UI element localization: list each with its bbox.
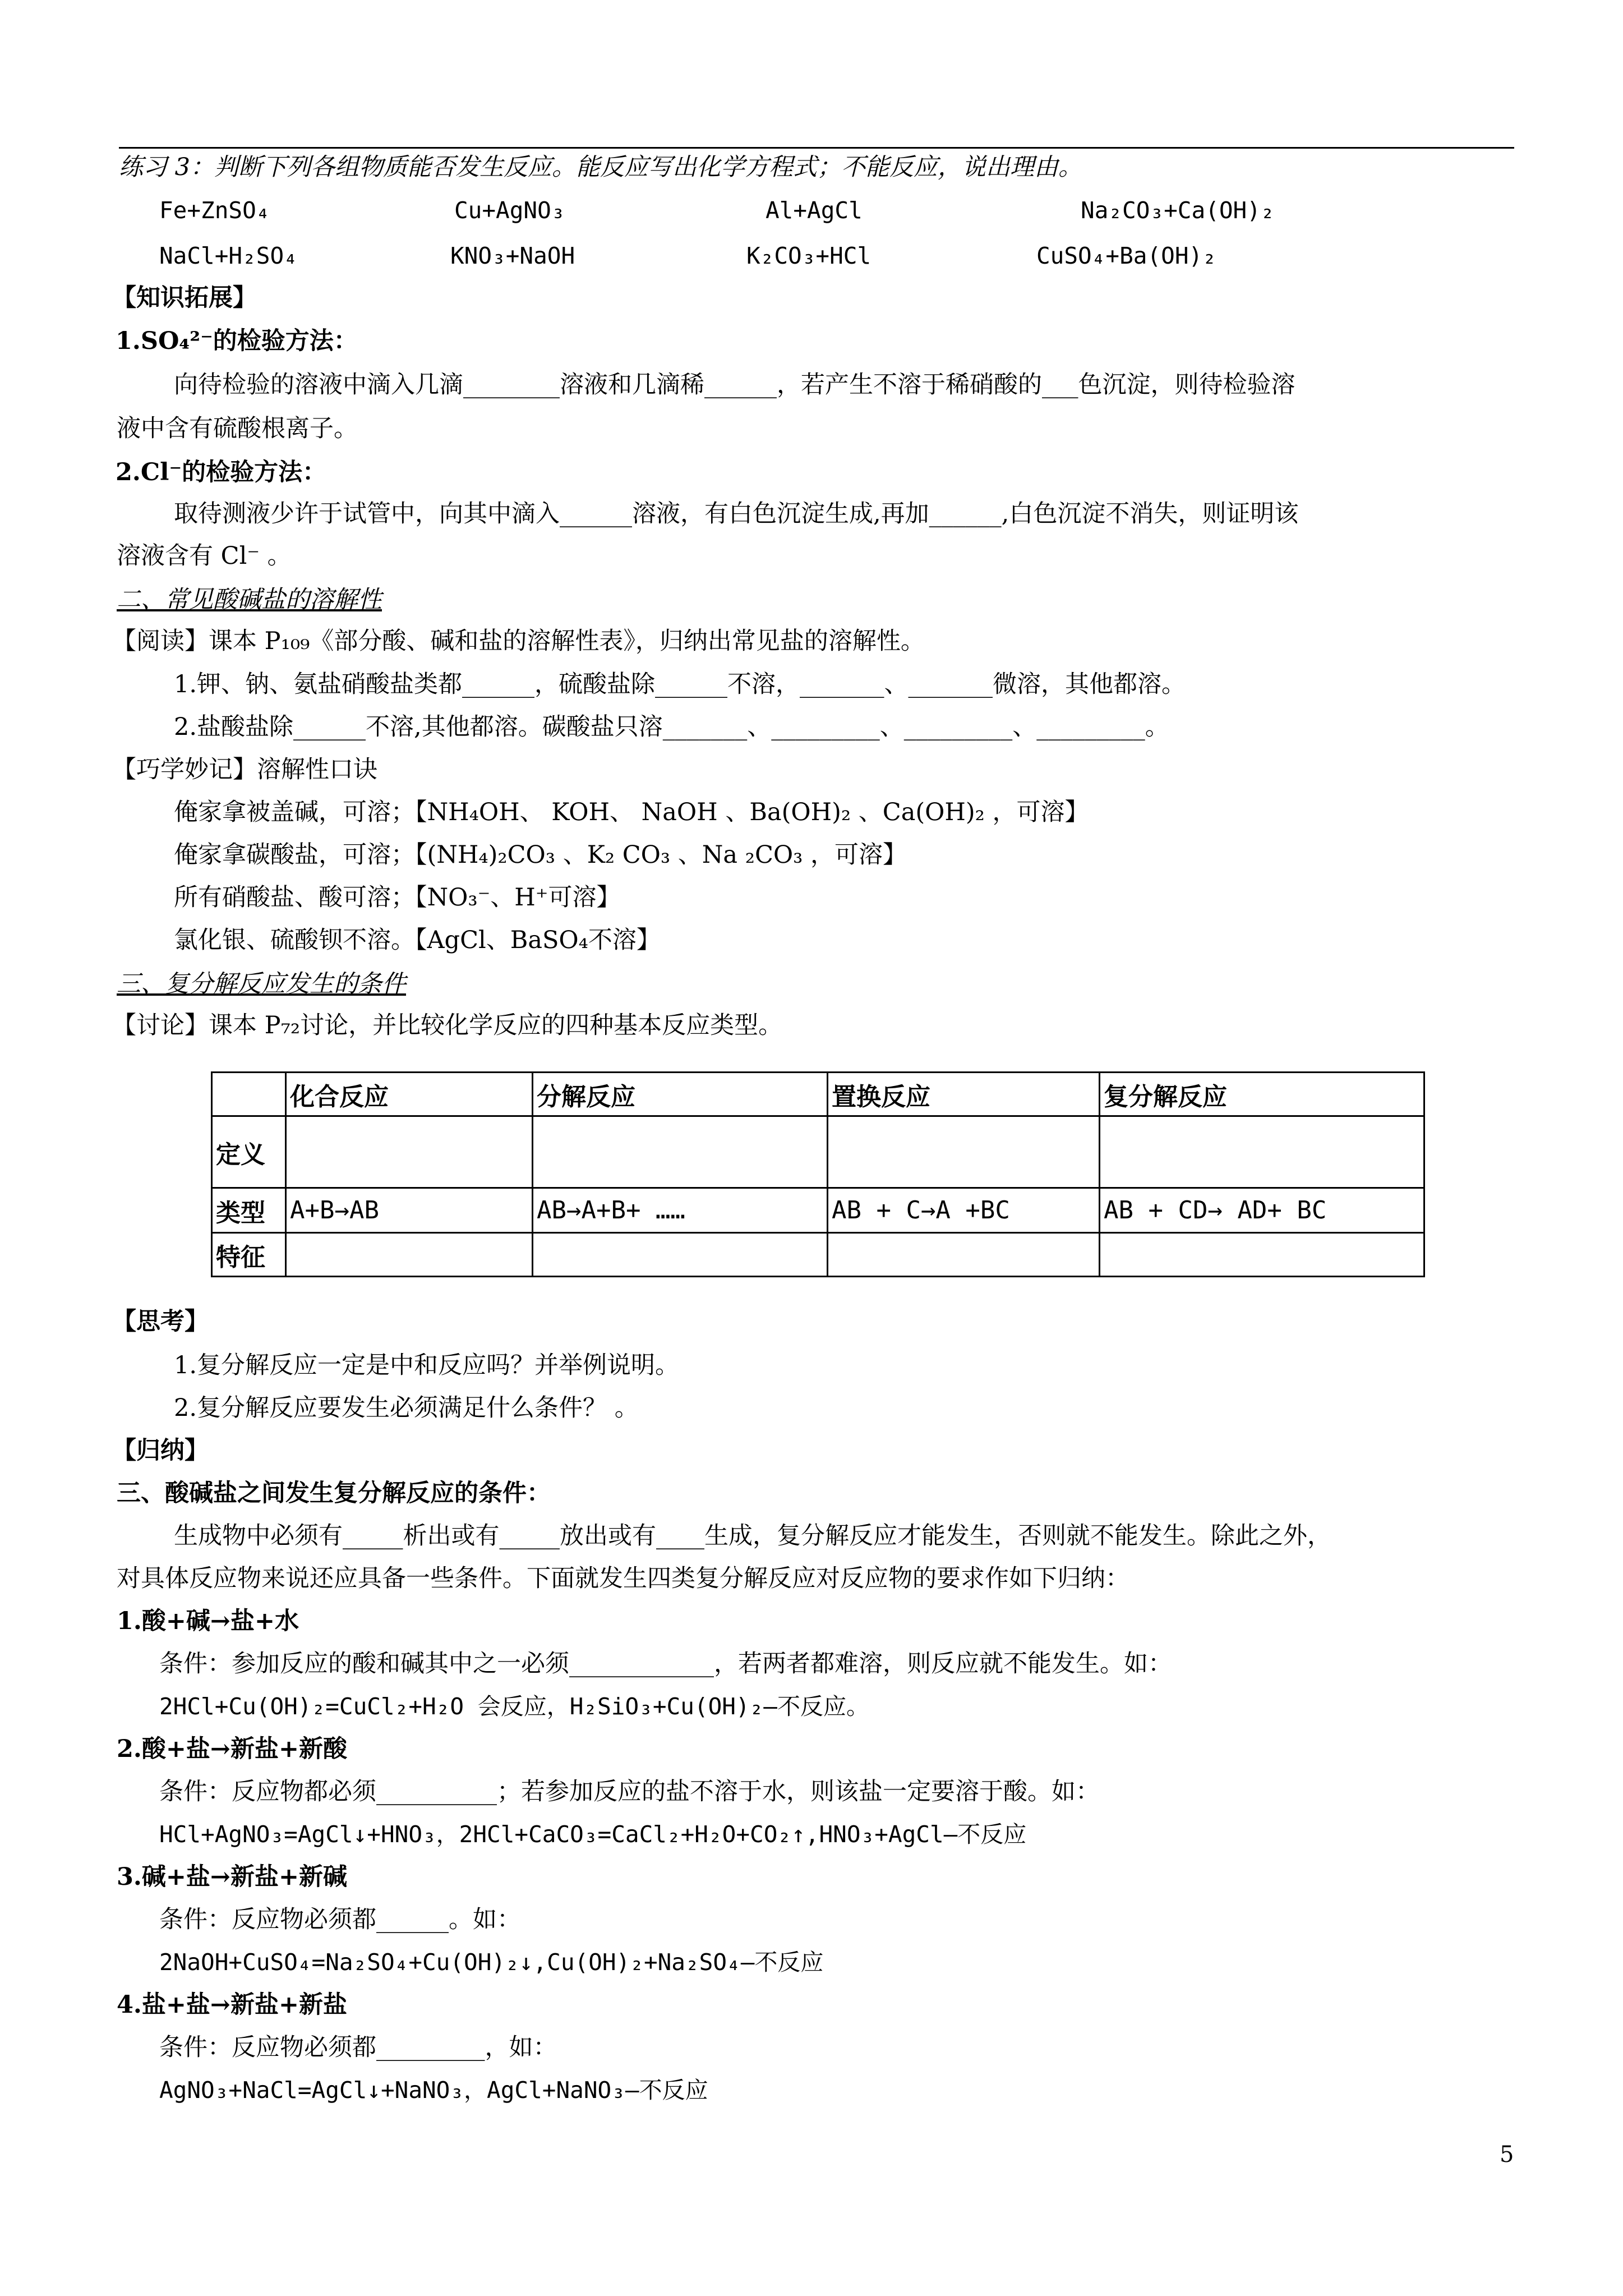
case-example: AgNO₃+NaCl=AgCl↓+NaNO₃，AgCl+NaNO₃—不反应 xyxy=(159,2077,708,2104)
reaction-types-table xyxy=(211,1071,1425,1277)
exercise-item: KNO₃+NaOH xyxy=(450,242,575,269)
case-condition: 条件：反应物必须都_________，如： xyxy=(159,2033,557,2062)
table-cell xyxy=(1100,1116,1424,1188)
exercise-item: K₂CO₃+HCl xyxy=(746,242,872,269)
paragraph: 对具体反应物来说还应具备一些条件。下面就发生四类复分解反应对反应物的要求作如下归纳： xyxy=(117,1565,1129,1593)
section-heading: 【归纳】 xyxy=(112,1437,209,1465)
table-cell xyxy=(533,1116,828,1188)
case-title: 4.盐+盐→新盐+新盐 xyxy=(117,1991,347,2019)
table-cell: AB→A+B+ …… xyxy=(533,1188,828,1233)
exercise-item: NaCl+H₂SO₄ xyxy=(159,242,298,269)
case-example: 2HCl+Cu(OH)₂=CuCl₂+H₂O 会反应，H₂SiO₃+Cu(OH)₂—不反应。 xyxy=(159,1693,869,1720)
table-cell xyxy=(1100,1233,1424,1277)
paragraph: 【巧学妙记】溶解性口诀 xyxy=(112,756,377,784)
table-row xyxy=(212,1188,1424,1233)
paragraph: 【阅读】课本 P₁₀₉《部分酸、碱和盐的溶解性表》，归纳出常见盐的溶解性。 xyxy=(112,627,925,655)
section-heading: 【知识拓展】 xyxy=(112,284,257,312)
exercise-item: CuSO₄+Ba(OH)₂ xyxy=(1036,242,1216,269)
table-cell xyxy=(212,1073,286,1116)
table-header: 分解反应 xyxy=(533,1073,828,1116)
table-row xyxy=(212,1116,1424,1188)
paragraph: 向待检验的溶液中滴入几滴________溶液和几滴稀______，若产生不溶于稀硝酸的___色沉淀，则待检验溶 xyxy=(174,371,1295,399)
table-cell xyxy=(286,1233,533,1277)
table-cell: AB + C→A +BC xyxy=(828,1188,1100,1233)
subheading: 2.Cl⁻的检验方法： xyxy=(116,458,327,486)
table-cell xyxy=(286,1116,533,1188)
exercise-item: Cu+AgNO₃ xyxy=(454,197,565,224)
list-item: 1.复分解反应一定是中和反应吗？并举例说明。 xyxy=(174,1351,680,1379)
table-row xyxy=(212,1073,1424,1116)
table-cell: AB + CD→ AD+ BC xyxy=(1100,1188,1424,1233)
subheading: 三、酸碱盐之间发生复分解反应的条件： xyxy=(117,1479,551,1507)
exercise-item: Na₂CO₃+Ca(OH)₂ xyxy=(1081,197,1275,224)
list-item: 1.钾、钠、氨盐硝酸盐类都______，硫酸盐除______不溶，_______、_______微溶，其他都溶。 xyxy=(174,670,1186,698)
table-header: 化合反应 xyxy=(286,1073,533,1116)
case-condition: 条件：参加反应的酸和碱其中之一必须____________，若两者都难溶，则反应就不能发生。如： xyxy=(159,1650,1172,1678)
page-number: 5 xyxy=(1500,2142,1514,2168)
row-label: 特征 xyxy=(212,1233,286,1277)
section-heading: 【思考】 xyxy=(112,1308,209,1336)
row-label: 类型 xyxy=(212,1188,286,1233)
case-example: HCl+AgNO₃=AgCl↓+HNO₃，2HCl+CaCO₃=CaCl₂+H₂O+CO₂↑,HNO₃+AgCl—不反应 xyxy=(159,1821,1027,1848)
section-heading: 三、复分解反应发生的条件 xyxy=(117,970,406,998)
table-cell: A+B→AB xyxy=(286,1188,533,1233)
subheading: 1.SO₄²⁻的检验方法： xyxy=(116,327,358,355)
case-title: 2.酸+盐→新盐+新酸 xyxy=(117,1735,347,1763)
case-example: 2NaOH+CuSO₄=Na₂SO₄+Cu(OH)₂↓,Cu(OH)₂+Na₂SO₄—不反应 xyxy=(159,1949,824,1976)
section-heading: 二、常见酸碱盐的溶解性 xyxy=(117,586,382,614)
list-item: 2.复分解反应要发生必须满足什么条件？ 。 xyxy=(174,1394,639,1422)
exercise-title: 练习 3：判断下列各组物质能否发生反应。能反应写出化学方程式；不能反应，说出理由。 xyxy=(119,153,1083,181)
paragraph: 【讨论】课本 P₇₂讨论，并比较化学反应的四种基本反应类型。 xyxy=(112,1011,783,1039)
mnemonic-line: 氯化银、硫酸钡不溶。【AgCl、BaSO₄不溶】 xyxy=(174,926,661,954)
paragraph: 溶液含有 Cl⁻ 。 xyxy=(117,542,292,570)
list-item: 2.盐酸盐除______不溶,其他都溶。碳酸盐只溶_______、_________、_________、_________。 xyxy=(174,713,1169,741)
row-label: 定义 xyxy=(212,1116,286,1188)
paragraph: 取待测液少许于试管中，向其中滴入______溶液，有白色沉淀生成,再加______,白色沉淀不消失，则证明该 xyxy=(174,500,1299,528)
table-header: 复分解反应 xyxy=(1100,1073,1424,1116)
table-row xyxy=(212,1233,1424,1277)
paragraph: 生成物中必须有_____析出或有_____放出或有____生成，复分解反应才能发生，否则就不能发生。除此之外， xyxy=(174,1522,1331,1550)
mnemonic-line: 所有硝酸盐、酸可溶；【NO₃⁻、H⁺可溶】 xyxy=(174,884,621,912)
exercise-item: Al+AgCl xyxy=(766,197,863,224)
mnemonic-line: 俺家拿被盖碱，可溶；【NH₄OH、 KOH、 NaOH 、Ba(OH)₂ 、Ca(OH)₂ ，可溶】 xyxy=(174,798,1089,826)
header-rule xyxy=(119,147,1514,149)
mnemonic-line: 俺家拿碳酸盐，可溶；【(NH₄)₂CO₃ 、K₂ CO₃ 、Na ₂CO₃ ，可溶】 xyxy=(174,841,907,869)
case-condition: 条件：反应物都必须__________；若参加反应的盐不溶于水，则该盐一定要溶于酸。如： xyxy=(159,1778,1100,1806)
paragraph: 液中含有硫酸根离子。 xyxy=(117,415,358,443)
case-condition: 条件：反应物必须都______。如： xyxy=(159,1906,521,1934)
table-cell xyxy=(533,1233,828,1277)
table-cell xyxy=(828,1116,1100,1188)
table-cell xyxy=(828,1233,1100,1277)
case-title: 3.碱+盐→新盐+新碱 xyxy=(117,1863,347,1891)
exercise-item: Fe+ZnSO₄ xyxy=(159,197,270,224)
case-title: 1.酸+碱→盐+水 xyxy=(117,1607,299,1635)
table-header: 置换反应 xyxy=(828,1073,1100,1116)
